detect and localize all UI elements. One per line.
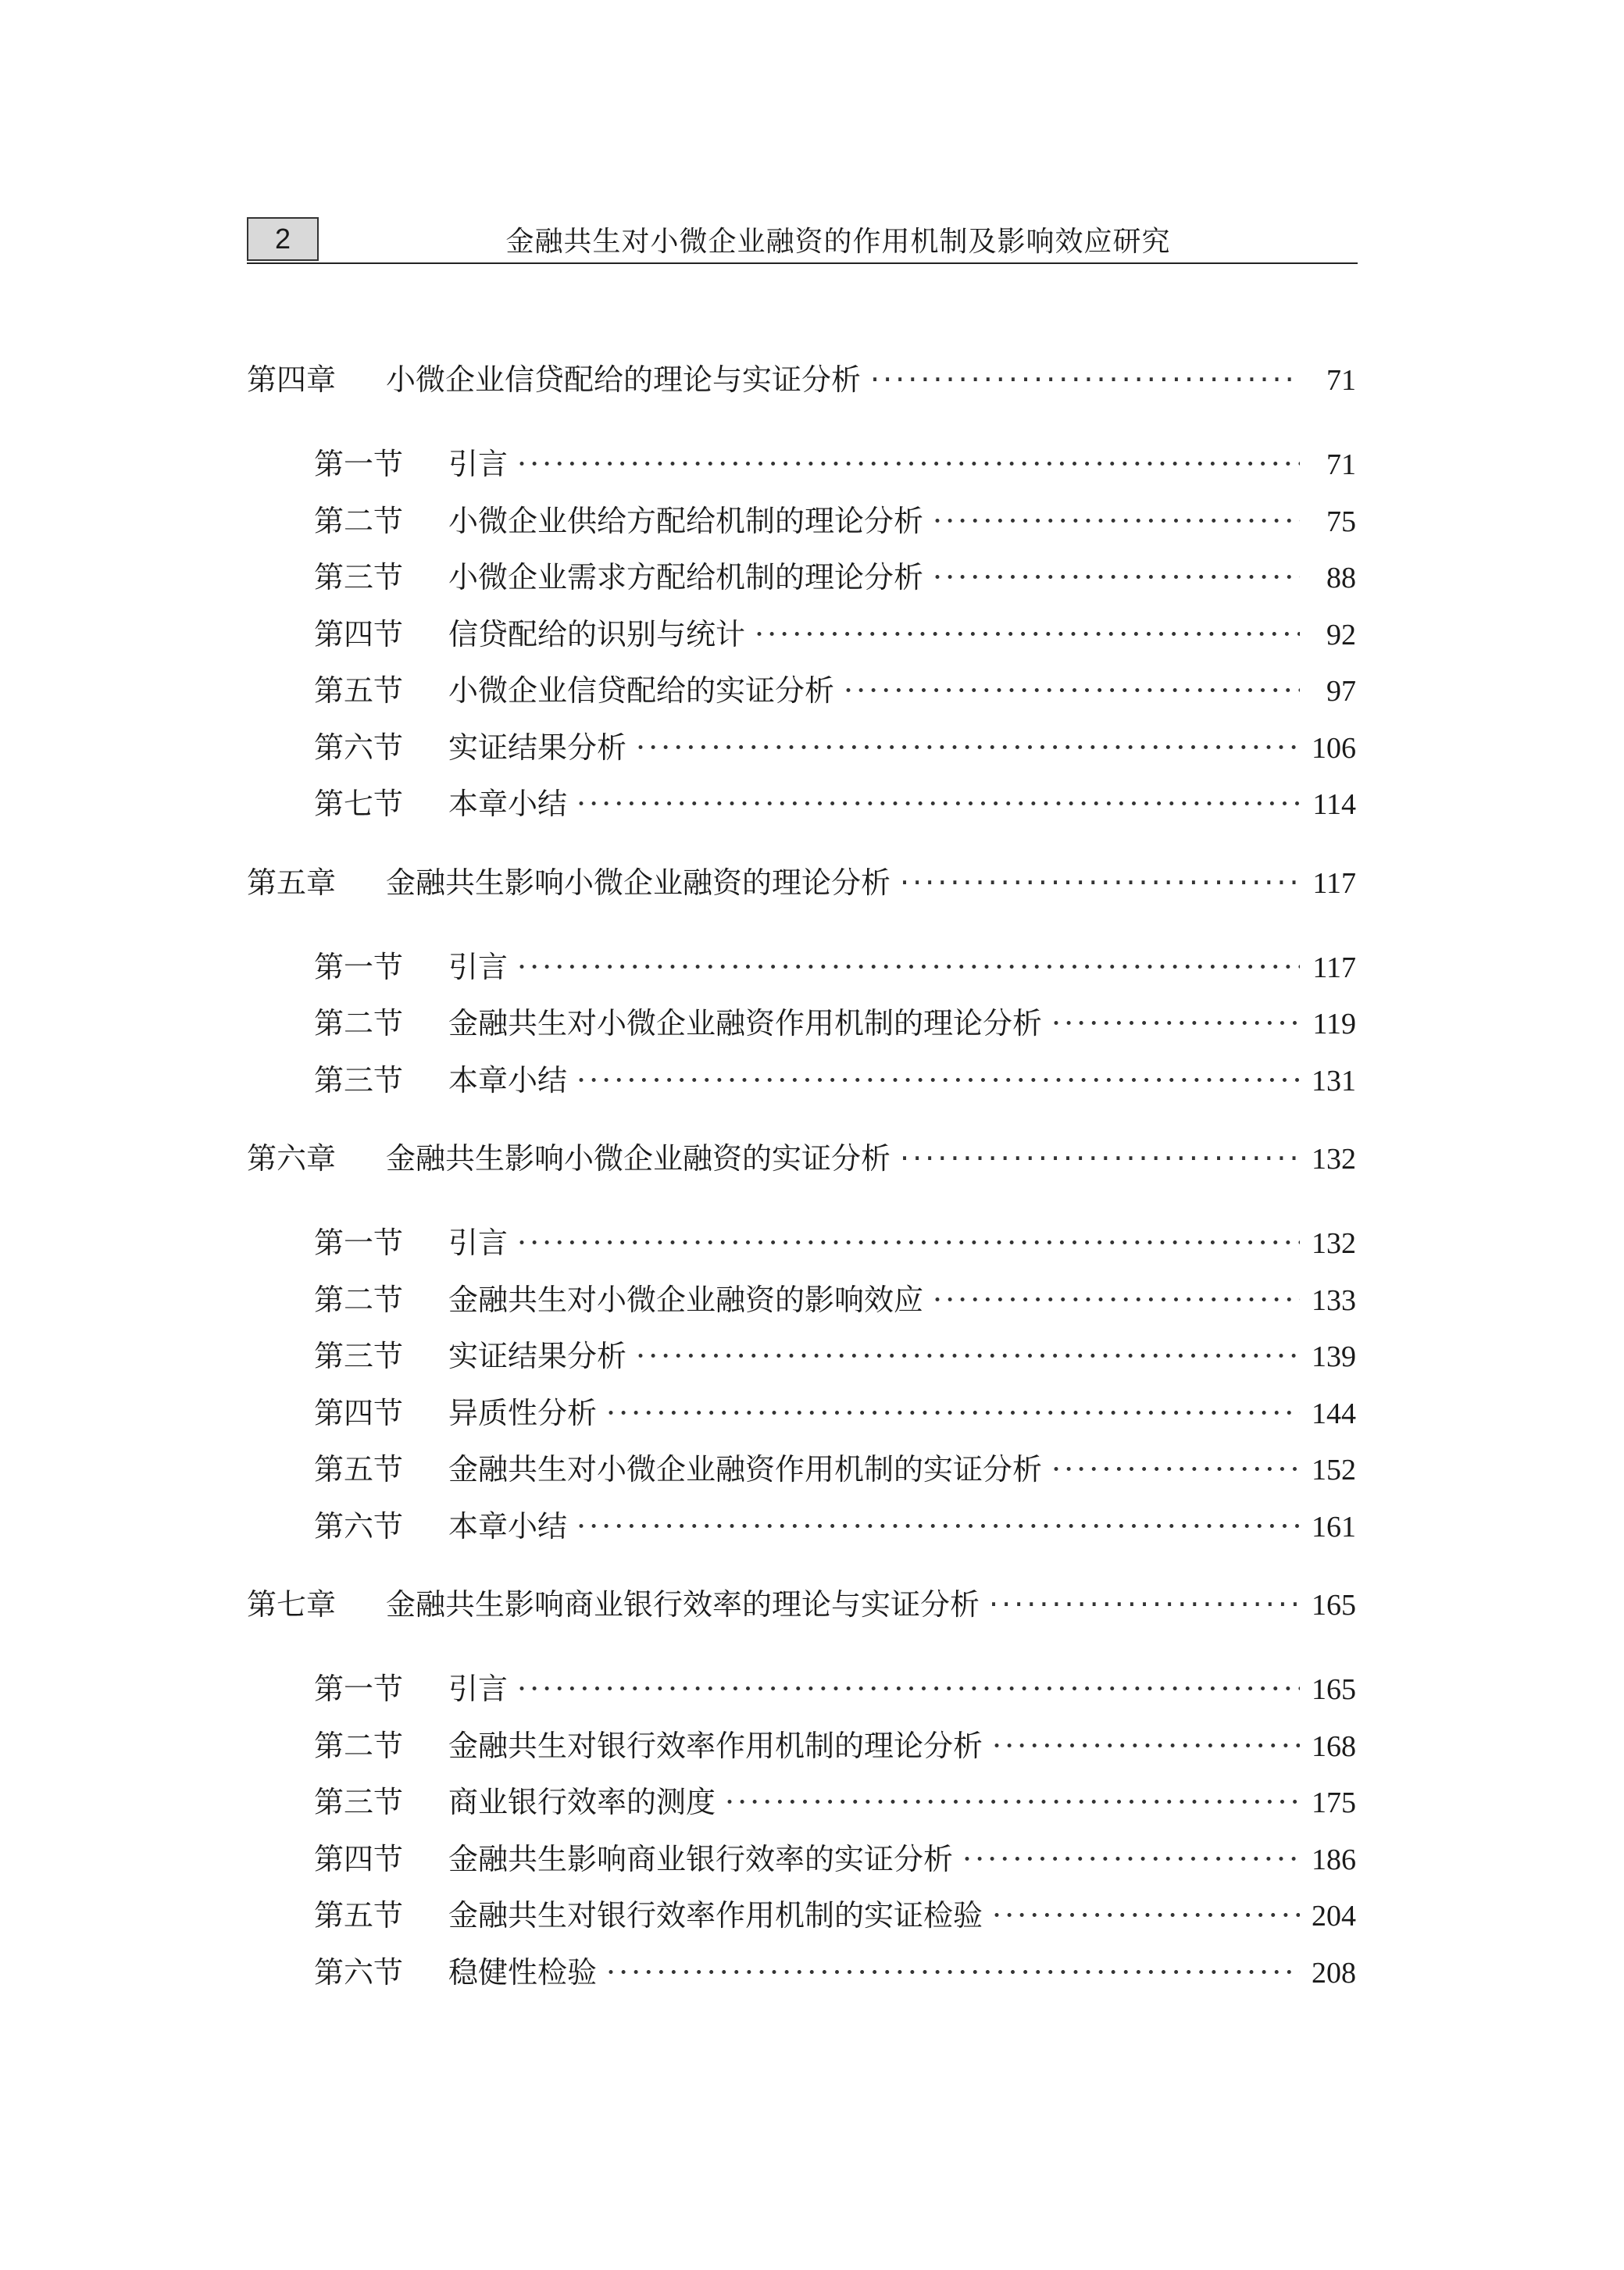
section-title: 商业银行效率的测度	[448, 1785, 716, 1819]
chapter-entry[interactable]	[247, 855, 1356, 911]
chapter-label: 第七章	[247, 1587, 337, 1622]
section-entry[interactable]	[247, 995, 1356, 1052]
section-entry[interactable]	[247, 662, 1356, 719]
chapter-entry[interactable]	[247, 352, 1356, 408]
section-label: 第三节	[314, 1339, 404, 1373]
section-label: 第四节	[314, 616, 404, 651]
section-label: 第三节	[314, 560, 404, 594]
section-page-number: 208	[1312, 1956, 1356, 1990]
section-label: 第一节	[314, 949, 404, 984]
section-title: 实证结果分析	[448, 1339, 627, 1373]
section-entry[interactable]	[247, 549, 1356, 606]
section-label: 第二节	[314, 1282, 404, 1317]
chapter-page-number: 132	[1312, 1143, 1356, 1176]
section-title: 信贷配给的识别与统计	[448, 616, 746, 651]
section-label: 第二节	[314, 503, 404, 538]
section-title: 引言	[448, 1672, 509, 1706]
section-entry[interactable]	[247, 1831, 1356, 1888]
chapter-entry[interactable]	[247, 1576, 1356, 1633]
section-title: 小微企业供给方配给机制的理论分析	[448, 503, 924, 538]
chapter-page-number: 117	[1312, 866, 1356, 900]
section-page-number: 71	[1326, 448, 1356, 481]
section-entry[interactable]	[247, 1052, 1356, 1109]
section-entry[interactable]	[247, 1944, 1356, 2001]
chapter-title: 小微企业信贷配给的理论与实证分析	[386, 362, 862, 397]
section-title: 小微企业需求方配给机制的理论分析	[448, 560, 924, 594]
section-label: 第六节	[314, 1954, 404, 1990]
dot-leader	[517, 1661, 1300, 1718]
section-title: 金融共生对银行效率作用机制的实证检验	[448, 1898, 983, 1933]
section-label: 第一节	[314, 447, 404, 481]
section-page-number: 133	[1312, 1283, 1356, 1317]
page-number-box: 2	[247, 217, 319, 261]
chapter-label: 第四章	[247, 362, 337, 397]
section-page-number: 144	[1312, 1397, 1356, 1430]
section-label: 第四节	[314, 1395, 404, 1430]
dot-leader	[933, 493, 1300, 550]
section-label: 第五节	[314, 1898, 404, 1933]
dot-leader	[1051, 1441, 1300, 1498]
chapter-entry[interactable]	[247, 1130, 1356, 1187]
section-entry[interactable]	[247, 493, 1356, 550]
section-label: 第五节	[314, 1452, 404, 1487]
section-title: 本章小结	[448, 1062, 568, 1098]
section-entry[interactable]	[247, 1272, 1356, 1329]
section-entry[interactable]	[247, 1215, 1356, 1272]
toc-chapter	[247, 1576, 1356, 2001]
dot-leader	[900, 1130, 1300, 1187]
dot-leader	[517, 939, 1300, 996]
dot-leader	[517, 1215, 1300, 1272]
table-of-contents	[247, 352, 1356, 2022]
section-title: 引言	[448, 949, 509, 984]
section-page-number: 132	[1312, 1227, 1356, 1260]
section-page-number: 119	[1312, 1008, 1356, 1040]
dot-leader	[992, 1718, 1300, 1775]
section-title: 金融共生影响商业银行效率的实证分析	[448, 1841, 954, 1876]
dot-leader	[636, 719, 1300, 776]
dot-leader	[725, 1774, 1300, 1831]
section-page-number: 92	[1326, 618, 1356, 651]
chapter-label: 第六章	[247, 1141, 337, 1176]
section-label: 第六节	[314, 1508, 404, 1544]
section-label: 第四节	[314, 1841, 404, 1876]
dot-leader	[517, 436, 1300, 493]
book-title: 金融共生对小微企业融资的作用机制及影响效应研究	[505, 225, 1171, 258]
section-title: 异质性分析	[448, 1395, 598, 1430]
section-page-number: 75	[1326, 505, 1356, 538]
dot-leader	[933, 549, 1300, 606]
section-label: 第二节	[314, 1728, 404, 1763]
section-label: 第一节	[314, 1226, 404, 1260]
chapter-title: 金融共生影响小微企业融资的实证分析	[386, 1141, 891, 1176]
section-entry[interactable]	[247, 1718, 1356, 1775]
section-title: 金融共生对小微企业融资的影响效应	[448, 1282, 924, 1317]
dot-leader	[900, 855, 1300, 911]
section-page-number: 106	[1312, 731, 1356, 765]
chapter-label: 第五章	[247, 865, 337, 900]
dot-leader	[933, 1272, 1300, 1329]
section-entry[interactable]	[247, 1661, 1356, 1718]
section-page-number: 88	[1326, 562, 1356, 594]
section-title: 本章小结	[448, 787, 568, 821]
section-label: 第六节	[314, 730, 404, 765]
section-entry[interactable]	[247, 1498, 1356, 1555]
section-title: 小微企业信贷配给的实证分析	[448, 673, 835, 708]
toc-chapter	[247, 352, 1356, 833]
running-header	[247, 217, 1358, 264]
section-entry[interactable]	[247, 606, 1356, 663]
section-page-number: 152	[1312, 1454, 1356, 1487]
section-label: 第二节	[314, 1006, 404, 1040]
dot-leader	[870, 352, 1300, 408]
chapter-title: 金融共生影响商业银行效率的理论与实证分析	[386, 1587, 980, 1622]
section-entry[interactable]	[247, 939, 1356, 996]
toc-chapter	[247, 1130, 1356, 1554]
dot-leader	[992, 1887, 1300, 1944]
section-page-number: 97	[1326, 675, 1356, 708]
section-title: 稳健性检验	[448, 1954, 598, 1990]
chapter-title: 金融共生影响小微企业融资的理论分析	[386, 865, 891, 900]
section-entry[interactable]	[247, 776, 1356, 833]
section-label: 第三节	[314, 1062, 404, 1098]
section-title: 金融共生对银行效率作用机制的理论分析	[448, 1728, 983, 1763]
section-entry[interactable]	[247, 1441, 1356, 1498]
dot-leader	[636, 1328, 1300, 1385]
section-entry[interactable]	[247, 1887, 1356, 1944]
toc-chapter	[247, 855, 1356, 1109]
section-label: 第三节	[314, 1785, 404, 1819]
section-label: 第五节	[314, 673, 404, 708]
section-page-number: 186	[1312, 1843, 1356, 1876]
section-page-number: 175	[1312, 1786, 1356, 1819]
dot-leader	[576, 776, 1300, 833]
section-title: 引言	[448, 1226, 509, 1260]
section-title: 金融共生对小微企业融资作用机制的理论分析	[448, 1006, 1043, 1040]
section-entry[interactable]	[247, 1385, 1356, 1442]
section-page-number: 139	[1312, 1340, 1356, 1373]
section-title: 实证结果分析	[448, 730, 627, 765]
section-label: 第一节	[314, 1672, 404, 1706]
dot-leader	[1051, 995, 1300, 1052]
section-title: 引言	[448, 447, 509, 481]
section-page-number: 114	[1312, 788, 1356, 821]
dot-leader	[844, 662, 1300, 719]
section-page-number: 161	[1312, 1510, 1356, 1544]
dot-leader	[576, 1498, 1300, 1555]
section-page-number: 204	[1312, 1900, 1356, 1933]
section-page-number: 165	[1312, 1673, 1356, 1706]
section-label: 第七节	[314, 787, 404, 821]
dot-leader	[989, 1576, 1300, 1633]
section-entry[interactable]	[247, 1328, 1356, 1385]
dot-leader	[606, 1385, 1300, 1442]
section-title: 本章小结	[448, 1508, 568, 1544]
section-entry[interactable]	[247, 1774, 1356, 1831]
dot-leader	[962, 1831, 1300, 1888]
section-page-number: 117	[1312, 951, 1356, 984]
dot-leader	[755, 606, 1300, 663]
section-page-number: 131	[1312, 1064, 1356, 1098]
chapter-page-number: 165	[1312, 1589, 1356, 1622]
dot-leader	[606, 1944, 1300, 2001]
chapter-page-number: 71	[1326, 364, 1356, 397]
section-entry[interactable]	[247, 436, 1356, 493]
section-title: 金融共生对小微企业融资作用机制的实证分析	[448, 1452, 1043, 1487]
section-page-number: 168	[1312, 1729, 1356, 1763]
dot-leader	[576, 1052, 1300, 1109]
section-entry[interactable]	[247, 719, 1356, 776]
